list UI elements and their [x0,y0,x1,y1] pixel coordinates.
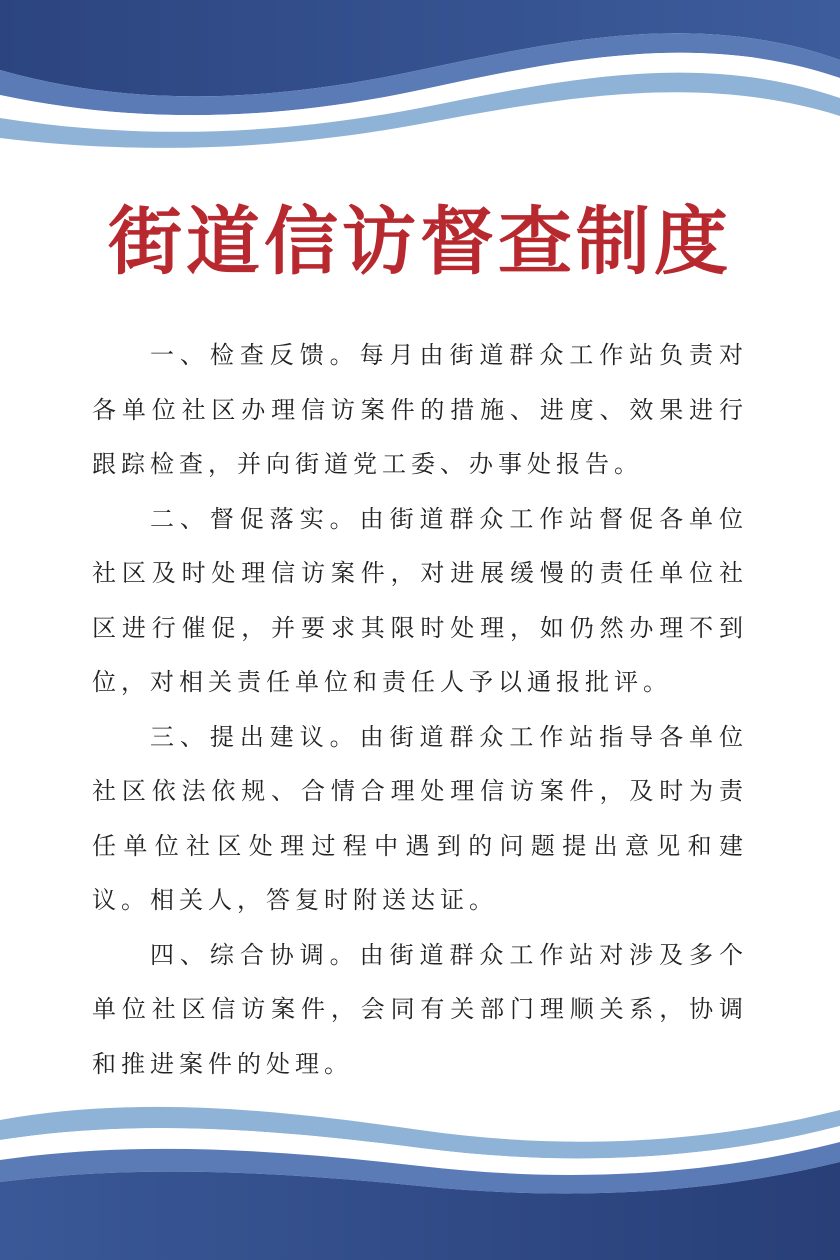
paragraph-inspection-feedback: 一、检查反馈。每月由街道群众工作站负责对各单位社区办理信访案件的措施、进度、效果进行跟踪检查，并向街道党工委、办事处报告。 [92,341,748,478]
paragraph-coordination: 四、综合协调。由街道群众工作站对涉及多个单位社区信访案件，会同有关部门理顺关系，协调和推进案件的处理。 [92,940,748,1078]
top-wave-decoration [0,0,840,170]
bottom-wave-decoration [0,1090,840,1260]
paragraph-supervision: 二、督促落实。由街道群众工作站督促各单位社区及时处理信访案件，对进展缓慢的责任单位社区进行催促，并要求其限时处理，如仍然办理不到位，对相关责任单位和责任人予以通报批评。 [92,504,748,696]
paragraph-suggestions: 三、提出建议。由街道群众工作站指导各单位社区依法依规、合情合理处理信访案件，及时为责任单位社区处理过程中遇到的问题提出意见和建议。相关人，答复时附送达证。 [92,722,748,914]
page-title: 街道信访督查制度 [108,199,732,285]
regulation-body [92,328,748,1091]
